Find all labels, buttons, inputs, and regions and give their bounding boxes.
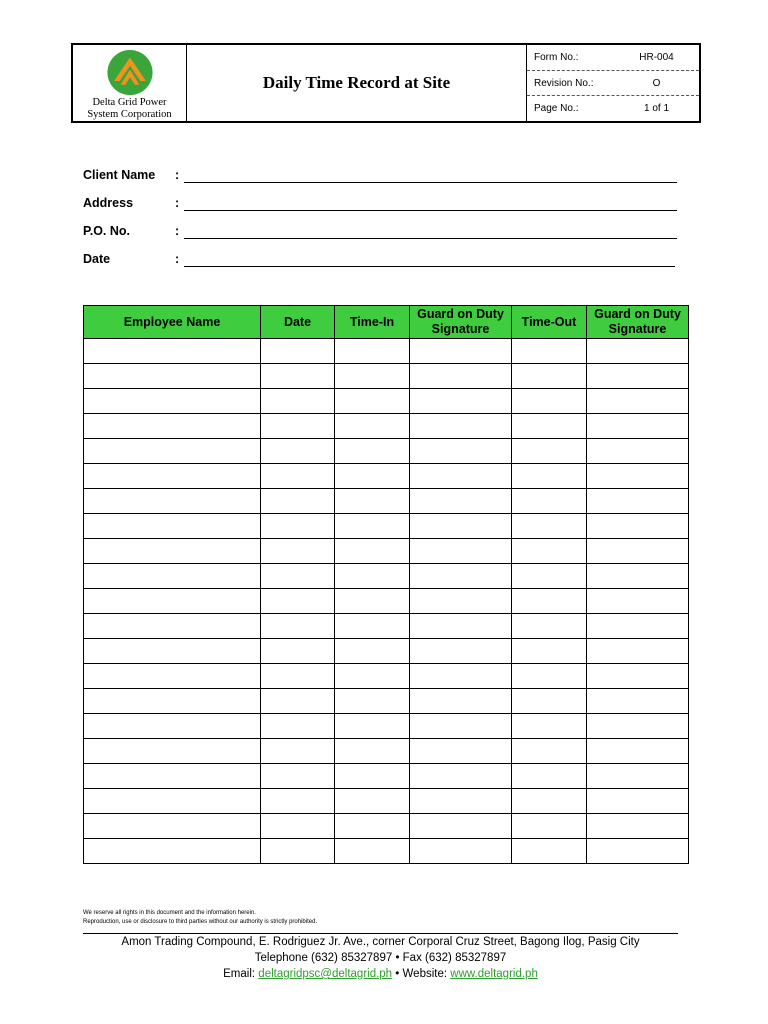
guard-signature-out-cell[interactable] <box>587 389 689 414</box>
guard-signature-in-cell[interactable] <box>410 489 512 514</box>
guard-signature-in-cell[interactable] <box>410 764 512 789</box>
guard-signature-in-cell[interactable] <box>410 564 512 589</box>
guard-signature-in-cell[interactable] <box>410 539 512 564</box>
document-title: Daily Time Record at Site <box>187 45 527 121</box>
time-in-cell[interactable] <box>335 439 410 464</box>
table-row <box>84 764 689 789</box>
guard-signature-out-cell[interactable] <box>587 514 689 539</box>
employee-name-cell[interactable] <box>84 589 261 614</box>
table-row <box>84 539 689 564</box>
guard-signature-in-cell[interactable] <box>410 464 512 489</box>
date-cell[interactable] <box>261 814 335 839</box>
employee-name-cell[interactable] <box>84 714 261 739</box>
guard-signature-in-cell[interactable] <box>410 714 512 739</box>
time-in-cell[interactable] <box>335 664 410 689</box>
employee-name-cell[interactable] <box>84 339 261 364</box>
time-in-cell[interactable] <box>335 364 410 389</box>
employee-name-cell[interactable] <box>84 514 261 539</box>
guard-signature-in-cell[interactable] <box>410 739 512 764</box>
client-name-field[interactable]: Client Name : <box>83 168 678 186</box>
table-row <box>84 464 689 489</box>
table-row <box>84 439 689 464</box>
time-out-cell[interactable] <box>512 614 587 639</box>
guard-signature-out-cell[interactable] <box>587 439 689 464</box>
employee-name-cell[interactable] <box>84 614 261 639</box>
revision-number-label: Revision No.: <box>534 77 594 89</box>
date-cell[interactable] <box>261 614 335 639</box>
column-header-time-in: Time-In <box>335 306 410 339</box>
table-header-row <box>84 306 689 339</box>
time-out-cell[interactable] <box>512 439 587 464</box>
time-out-cell[interactable] <box>512 539 587 564</box>
date-cell[interactable] <box>261 364 335 389</box>
date-label: Date <box>83 252 111 266</box>
guard-signature-out-cell[interactable] <box>587 339 689 364</box>
guard-signature-out-cell[interactable] <box>587 539 689 564</box>
company-logo-block <box>73 45 187 121</box>
time-in-cell[interactable] <box>335 839 410 864</box>
email-link[interactable]: deltagridpsc@deltagrid.ph <box>258 968 393 980</box>
employee-name-cell[interactable] <box>84 539 261 564</box>
document-meta <box>527 45 699 121</box>
table-row <box>84 639 689 664</box>
employee-name-cell[interactable] <box>84 764 261 789</box>
client-name-label: Client Name <box>83 168 156 182</box>
table-row <box>84 339 689 364</box>
guard-signature-in-cell[interactable] <box>410 814 512 839</box>
date-cell[interactable] <box>261 539 335 564</box>
guard-signature-out-cell[interactable] <box>587 689 689 714</box>
employee-name-cell[interactable] <box>84 389 261 414</box>
date-cell[interactable] <box>261 489 335 514</box>
column-header-date: Date <box>261 306 335 339</box>
guard-signature-out-cell[interactable] <box>587 364 689 389</box>
table-row <box>84 364 689 389</box>
guard-signature-out-cell[interactable] <box>587 714 689 739</box>
rights-disclaimer: We reserve all rights in this document and the information herein. Reproduction, use or disclosure to third parties without our authority is strictly prohibited. <box>83 910 318 925</box>
time-out-cell[interactable] <box>512 339 587 364</box>
address-label: Address <box>83 196 134 210</box>
form-number-label: Form No.: <box>534 51 579 63</box>
time-in-cell[interactable] <box>335 489 410 514</box>
guard-signature-in-cell[interactable] <box>410 389 512 414</box>
guard-signature-in-cell[interactable] <box>410 664 512 689</box>
date-cell[interactable] <box>261 439 335 464</box>
time-out-cell[interactable] <box>512 489 587 514</box>
employee-name-cell[interactable] <box>84 489 261 514</box>
company-footer <box>83 934 678 982</box>
employee-name-cell[interactable] <box>84 839 261 864</box>
time-in-cell[interactable] <box>335 614 410 639</box>
guard-signature-in-cell[interactable] <box>410 364 512 389</box>
employee-name-cell[interactable] <box>84 364 261 389</box>
employee-name-cell[interactable] <box>84 814 261 839</box>
time-in-cell[interactable] <box>335 739 410 764</box>
guard-signature-out-cell[interactable] <box>587 489 689 514</box>
time-out-cell[interactable] <box>512 464 587 489</box>
guard-signature-out-cell[interactable] <box>587 839 689 864</box>
guard-signature-in-cell[interactable] <box>410 789 512 814</box>
company-name: Delta Grid Power System Corporation <box>87 97 172 120</box>
guard-signature-in-cell[interactable] <box>410 339 512 364</box>
employee-name-cell[interactable] <box>84 689 261 714</box>
page-number-row <box>527 96 699 121</box>
address-input-line[interactable] <box>184 210 677 211</box>
time-in-cell[interactable] <box>335 714 410 739</box>
employee-name-cell[interactable] <box>84 789 261 814</box>
table-row <box>84 614 689 639</box>
date-cell[interactable] <box>261 464 335 489</box>
guard-signature-out-cell[interactable] <box>587 614 689 639</box>
guard-signature-out-cell[interactable] <box>587 414 689 439</box>
table-row <box>84 839 689 864</box>
employee-name-cell[interactable] <box>84 414 261 439</box>
table-row <box>84 689 689 714</box>
guard-signature-in-cell[interactable] <box>410 439 512 464</box>
time-out-cell[interactable] <box>512 764 587 789</box>
employee-name-cell[interactable] <box>84 564 261 589</box>
guard-signature-in-cell[interactable] <box>410 414 512 439</box>
form-header <box>71 43 701 123</box>
time-out-cell[interactable] <box>512 839 587 864</box>
table-row <box>84 664 689 689</box>
guard-signature-out-cell[interactable] <box>587 664 689 689</box>
revision-number-value: O <box>652 77 661 89</box>
time-in-cell[interactable] <box>335 564 410 589</box>
column-header-guard-signature-in: Guard on Duty Signature <box>410 306 512 339</box>
time-out-cell[interactable] <box>512 414 587 439</box>
page-number-label: Page No.: <box>534 103 579 115</box>
client-name-input-line[interactable] <box>184 182 677 183</box>
table-row <box>84 589 689 614</box>
time-in-cell[interactable] <box>335 589 410 614</box>
po-number-field[interactable]: P.O. No. : <box>83 224 678 242</box>
time-out-cell[interactable] <box>512 564 587 589</box>
time-in-cell[interactable] <box>335 639 410 664</box>
table-row <box>84 789 689 814</box>
time-in-cell[interactable] <box>335 414 410 439</box>
date-cell[interactable] <box>261 739 335 764</box>
table-body <box>84 339 689 864</box>
table-row <box>84 714 689 739</box>
date-cell[interactable] <box>261 639 335 664</box>
column-header-time-out: Time-Out <box>512 306 587 339</box>
form-number-value: HR-004 <box>639 51 674 63</box>
guard-signature-out-cell[interactable] <box>587 464 689 489</box>
guard-signature-in-cell[interactable] <box>410 839 512 864</box>
time-out-cell[interactable] <box>512 689 587 714</box>
date-input-line[interactable] <box>184 266 675 267</box>
form-number-row <box>527 45 699 71</box>
time-in-cell[interactable] <box>335 389 410 414</box>
time-in-cell[interactable] <box>335 814 410 839</box>
time-out-cell[interactable] <box>512 589 587 614</box>
time-in-cell[interactable] <box>335 689 410 714</box>
employee-name-cell[interactable] <box>84 739 261 764</box>
employee-name-cell[interactable] <box>84 639 261 664</box>
time-in-cell[interactable] <box>335 464 410 489</box>
time-out-cell[interactable] <box>512 789 587 814</box>
company-contact: Email: deltagridpsc@deltagrid.ph • Website: www.deltagrid.ph <box>223 968 538 980</box>
guard-signature-out-cell[interactable] <box>587 589 689 614</box>
date-cell[interactable] <box>261 839 335 864</box>
employee-name-cell[interactable] <box>84 664 261 689</box>
employee-name-cell[interactable] <box>84 439 261 464</box>
page-number-value: 1 of 1 <box>643 103 670 115</box>
time-in-cell[interactable] <box>335 514 410 539</box>
po-number-input-line[interactable] <box>184 238 677 239</box>
date-cell[interactable] <box>261 339 335 364</box>
table-row <box>84 389 689 414</box>
table-row <box>84 514 689 539</box>
website-link[interactable]: www.deltagrid.ph <box>450 968 538 980</box>
time-in-cell[interactable] <box>335 339 410 364</box>
revision-number-row <box>527 71 699 97</box>
time-out-cell[interactable] <box>512 739 587 764</box>
guard-signature-out-cell[interactable] <box>587 739 689 764</box>
time-out-cell[interactable] <box>512 389 587 414</box>
table-row <box>84 414 689 439</box>
time-out-cell[interactable] <box>512 714 587 739</box>
date-cell[interactable] <box>261 664 335 689</box>
guard-signature-out-cell[interactable] <box>587 789 689 814</box>
table-row <box>84 564 689 589</box>
time-in-cell[interactable] <box>335 764 410 789</box>
date-cell[interactable] <box>261 564 335 589</box>
table-row <box>84 489 689 514</box>
column-header-guard-signature-out: Guard on Duty Signature <box>587 306 689 339</box>
time-out-cell[interactable] <box>512 639 587 664</box>
guard-signature-out-cell[interactable] <box>587 764 689 789</box>
time-in-cell[interactable] <box>335 539 410 564</box>
date-cell[interactable] <box>261 689 335 714</box>
date-field[interactable]: Date : <box>83 252 678 270</box>
table-row <box>84 739 689 764</box>
guard-signature-in-cell[interactable] <box>410 589 512 614</box>
employee-name-cell[interactable] <box>84 464 261 489</box>
date-cell[interactable] <box>261 389 335 414</box>
time-out-cell[interactable] <box>512 364 587 389</box>
date-cell[interactable] <box>261 714 335 739</box>
time-out-cell[interactable] <box>512 814 587 839</box>
guard-signature-out-cell[interactable] <box>587 639 689 664</box>
column-header-employee-name: Employee Name <box>84 306 261 339</box>
time-out-cell[interactable] <box>512 514 587 539</box>
guard-signature-in-cell[interactable] <box>410 614 512 639</box>
time-record-table <box>83 305 689 864</box>
time-out-cell[interactable] <box>512 664 587 689</box>
company-phone: Telephone (632) 85327897 • Fax (632) 85327897 <box>254 952 507 964</box>
date-cell[interactable] <box>261 514 335 539</box>
date-cell[interactable] <box>261 589 335 614</box>
delta-grid-logo-icon <box>105 49 155 96</box>
time-in-cell[interactable] <box>335 789 410 814</box>
date-cell[interactable] <box>261 789 335 814</box>
guard-signature-out-cell[interactable] <box>587 564 689 589</box>
guard-signature-out-cell[interactable] <box>587 814 689 839</box>
guard-signature-in-cell[interactable] <box>410 689 512 714</box>
po-number-label: P.O. No. <box>83 224 131 238</box>
table-row <box>84 814 689 839</box>
company-address: Amon Trading Compound, E. Rodriguez Jr. Ave., corner Corporal Cruz Street, Bagong Ilog, Pasig City <box>121 936 640 948</box>
guard-signature-in-cell[interactable] <box>410 639 512 664</box>
guard-signature-in-cell[interactable] <box>410 514 512 539</box>
address-field[interactable]: Address : <box>83 196 678 214</box>
date-cell[interactable] <box>261 414 335 439</box>
date-cell[interactable] <box>261 764 335 789</box>
